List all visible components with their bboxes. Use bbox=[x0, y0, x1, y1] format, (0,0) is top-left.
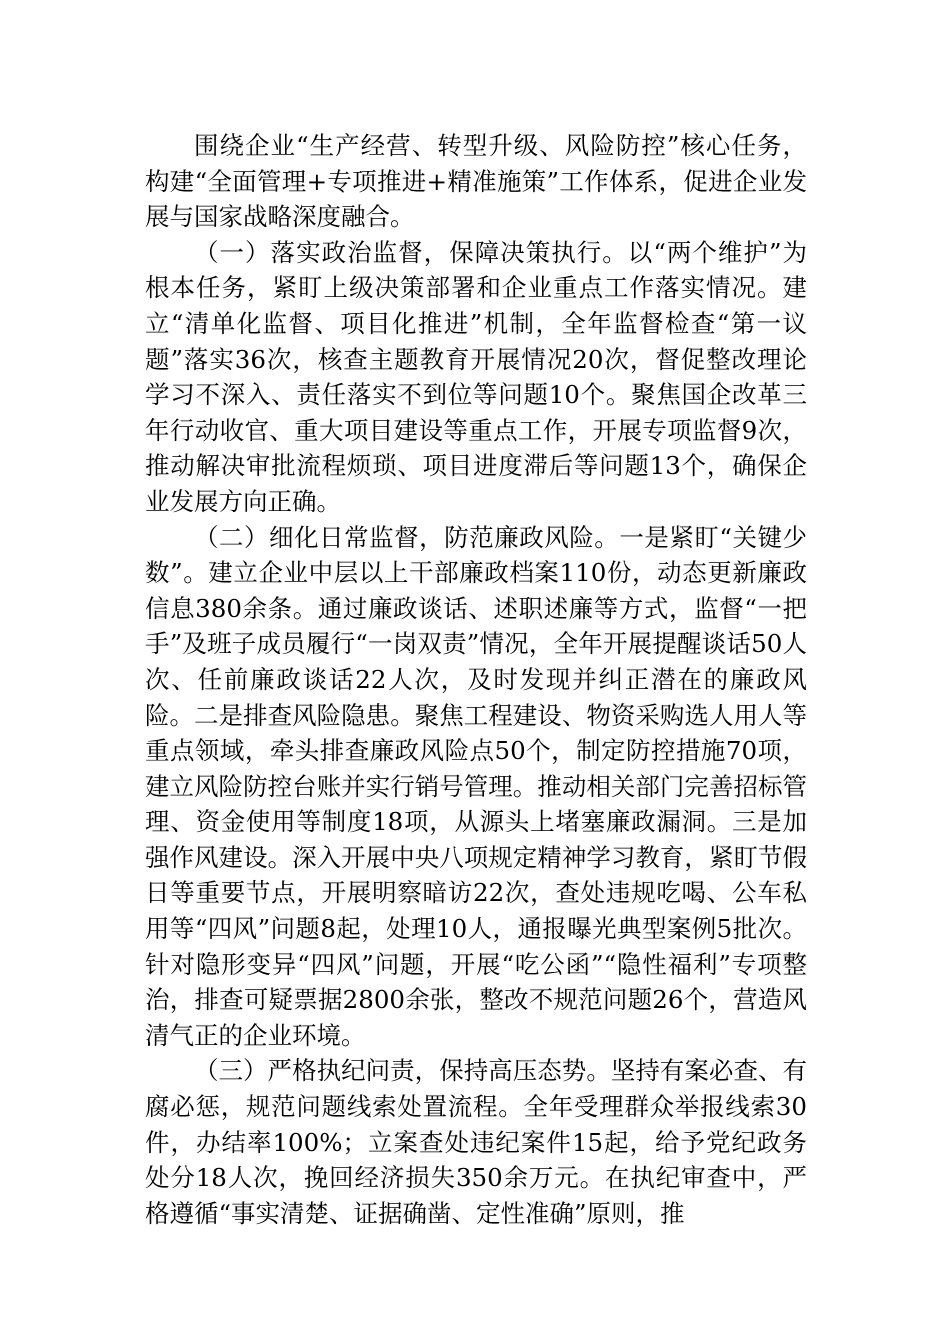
paragraph-intro: 围绕企业“生产经营、转型升级、风险防控”核心任务，构建“全面管理+专项推进+精准施策”工作体系，促进企业发展与国家战略深度融合。 bbox=[145, 131, 807, 232]
paragraph-political-supervision: （一）落实政治监督，保障决策执行。以“两个维护”为根本任务，紧盯上级决策部署和企业重点工作落实情况。建立“清单化监督、项目化推进”机制，全年监督检查“第一议题”落实36次，核查主题教育开展情况20次，督促整改理论学习不深入、责任落实不到位等问题10个。聚焦国企改革三年行动收官、重大项目建设等重点工作，开展专项监督9次，推动解决审批流程烦琐、项目进度滞后等问题13个，确保企业发展方向正确。 bbox=[145, 237, 807, 516]
document-body bbox=[145, 128, 807, 1231]
paragraph-daily-supervision: （二）细化日常监督，防范廉政风险。一是紧盯“关键少数”。建立企业中层以上干部廉政档案110份，动态更新廉政信息380余条。通过廉政谈话、述职述廉等方式，监督“一把手”及班子成员履行“一岗双责”情况，全年开展提醒谈话50人次、任前廉政谈话22人次，及时发现并纠正潜在的廉政风险。二是排查风险隐患。聚焦工程建设、物资采购选人用人等重点领域，牵头排查廉政风险点50个，制定防控措施70项，建立风险防控台账并实行销号管理。推动相关部门完善招标管理、资金使用等制度18项，从源头上堵塞廉政漏洞。三是加强作风建设。深入开展中央八项规定精神学习教育，紧盯节假日等重要节点，开展明察暗访22次，查处违规吃喝、公车私用等“四风”问题8起，处理10人，通报曝光典型案例5批次。针对隐形变异“四风”问题，开展“吃公函”“隐性福利”专项整治，排查可疑票据2800余张，整改不规范问题26个，营造风清气正的企业环境。 bbox=[145, 522, 807, 1050]
paragraph-discipline-enforcement: （三）严格执纪问责，保持高压态势。坚持有案必查、有腐必惩，规范问题线索处置流程。全年受理群众举报线索30件，办结率100%；立案查处违纪案件15起，给予党纪政务处分18人次，挽回经济损失350余万元。在执纪审查中，严格遵循“事实清楚、证据确凿、定性准确”原则，推 bbox=[145, 1056, 807, 1228]
